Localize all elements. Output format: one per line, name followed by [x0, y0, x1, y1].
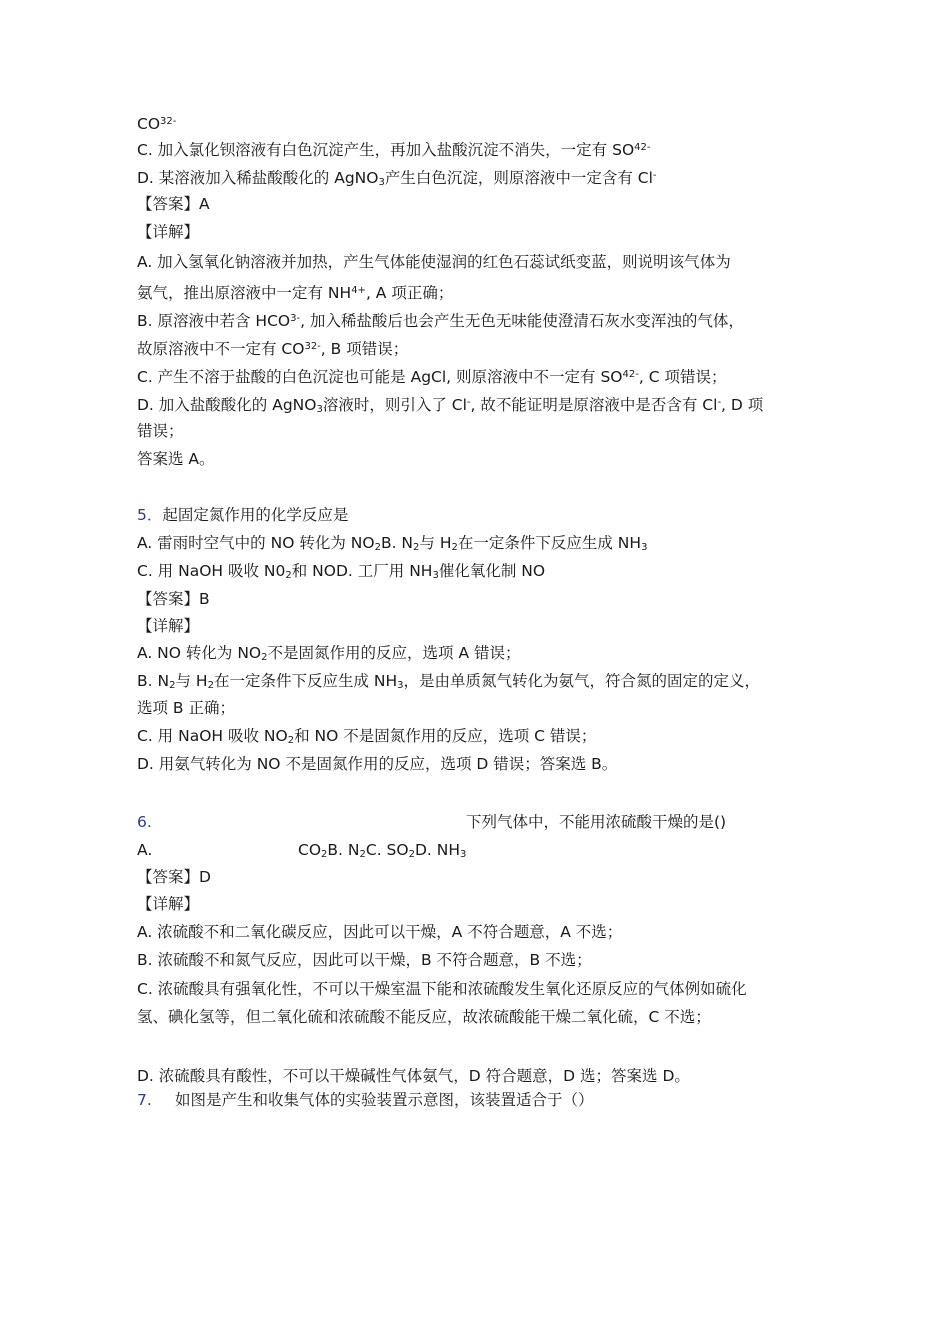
q6-explanation-line: C. 浓硫酸具有强氧化性，不可以干燥室温下能和浓硫酸发生氧化还原反应的气体例如硫化	[137, 980, 747, 998]
q4-explanation-line: B. 原溶液中若含 $HCO^{3-}$, 加入稀盐酸后也会产生无色无味能使澄清石灰水变浑浊的气体，	[137, 312, 744, 330]
q4-explanation-line: 错误；	[137, 422, 184, 440]
q7-stem: 7. 如图是产生和收集气体的实验装置示意图，该装置适合于（）	[137, 1091, 594, 1109]
q4-explanation-line: A. 加入氢氧化钠溶液并加热，产生气体能使湿润的红色石蕊试纸变蓝，则说明该气体为	[137, 253, 731, 271]
q6-answer: 【答案】D	[137, 868, 211, 886]
q5-detail-label: 【详解】	[137, 617, 200, 635]
q6-number: 6.	[137, 813, 152, 831]
q5-stem: 5．起固定氮作用的化学反应是	[137, 506, 349, 524]
q6-explanation-line: A. 浓硫酸不和二氧化碳反应，因此可以干燥，A 不符合题意，A 不选；	[137, 923, 623, 941]
q4-explanation-line: 故原溶液中不一定有 $CO^{32-}$, B 项错误；	[137, 340, 409, 358]
q5-answer: 【答案】B	[137, 590, 210, 608]
q4-option-d: D. 某溶液加入稀盐酸酸化的 AgNO$_3$产生白色沉淀，则原溶液中一定含有 Cl-	[137, 169, 657, 188]
q5-explanation-line: D. 用氨气转化为 NO 不是固氮作用的反应，选项 D 错误；答案选 B。	[137, 755, 618, 773]
q5-options-ab: A. 雷雨时空气中的 NO 转化为 $NO_2B$. $N_2$与 $H_2$在一定条件下反应生成 $NH_3$	[137, 534, 648, 553]
q4-explanation-line: C. 产生不溶于盐酸的白色沉淀也可能是 AgCl, 则原溶液中不一定有 $SO^{42-}$, C 项错误；	[137, 368, 727, 386]
q6-stem: 下列气体中，不能用浓硫酸干燥的是()	[466, 813, 727, 831]
q5-options-cd: C. 用 NaOH 吸收 $N0_2$和 NOD. 工厂用 $NH_3$催化氧化制 NO	[137, 562, 546, 581]
q6-detail-label: 【详解】	[137, 895, 200, 913]
q6-options: $CO_2B$. $N_2C$. $SO_2D$. $NH_3$	[298, 841, 467, 860]
q6-explanation-line: 氢、碘化氢等，但二氧化硫和浓硫酸不能反应，故浓硫酸能干燥二氧化硫，C 不选；	[137, 1008, 711, 1026]
q4-option-b-tail: $CO^{32-}$	[137, 115, 177, 133]
q5-explanation-line: B. $N_2$与 $H_2$在一定条件下反应生成 $NH_3$，是由单质氮气转化为氨气，符合氮的固定的定义，	[137, 672, 761, 691]
q5-explanation-line: C. 用 NaOH 吸收 $NO_2$和 NO 不是固氮作用的反应，选项 C 错误；	[137, 727, 597, 746]
q6-option-a-label: A.	[137, 841, 153, 859]
q4-explanation-line: 氨气，推出原溶液中一定有 $NH^{4+}$, A 项正确；	[137, 284, 454, 302]
q6-explanation-line: D. 浓硫酸具有酸性，不可以干燥碱性气体氨气，D 符合题意，D 选；答案选 D。	[137, 1067, 690, 1085]
q4-option-c: C. 加入氯化钡溶液有白色沉淀产生，再加入盐酸沉淀不消失，一定有 $SO^{42-}$	[137, 141, 651, 159]
q5-number: 5．	[137, 506, 163, 524]
q4-explanation-line: D. 加入盐酸酸化的 AgNO$_3$溶液时，则引入了 Cl-, 故不能证明是原溶液中是否含有 Cl-, D 项	[137, 396, 764, 415]
q4-final-answer: 答案选 A。	[137, 450, 215, 468]
q5-explanation-line: 选项 B 正确；	[137, 699, 235, 717]
q7-number: 7.	[137, 1091, 152, 1109]
q4-answer: 【答案】A	[137, 195, 210, 213]
q4-detail-label: 【详解】	[137, 223, 200, 241]
q5-explanation-line: A. NO 转化为 $NO_2$不是固氮作用的反应，选项 A 错误；	[137, 644, 521, 663]
q6-explanation-line: B. 浓硫酸不和氮气反应，因此可以干燥，B 不符合题意，B 不选；	[137, 951, 592, 969]
